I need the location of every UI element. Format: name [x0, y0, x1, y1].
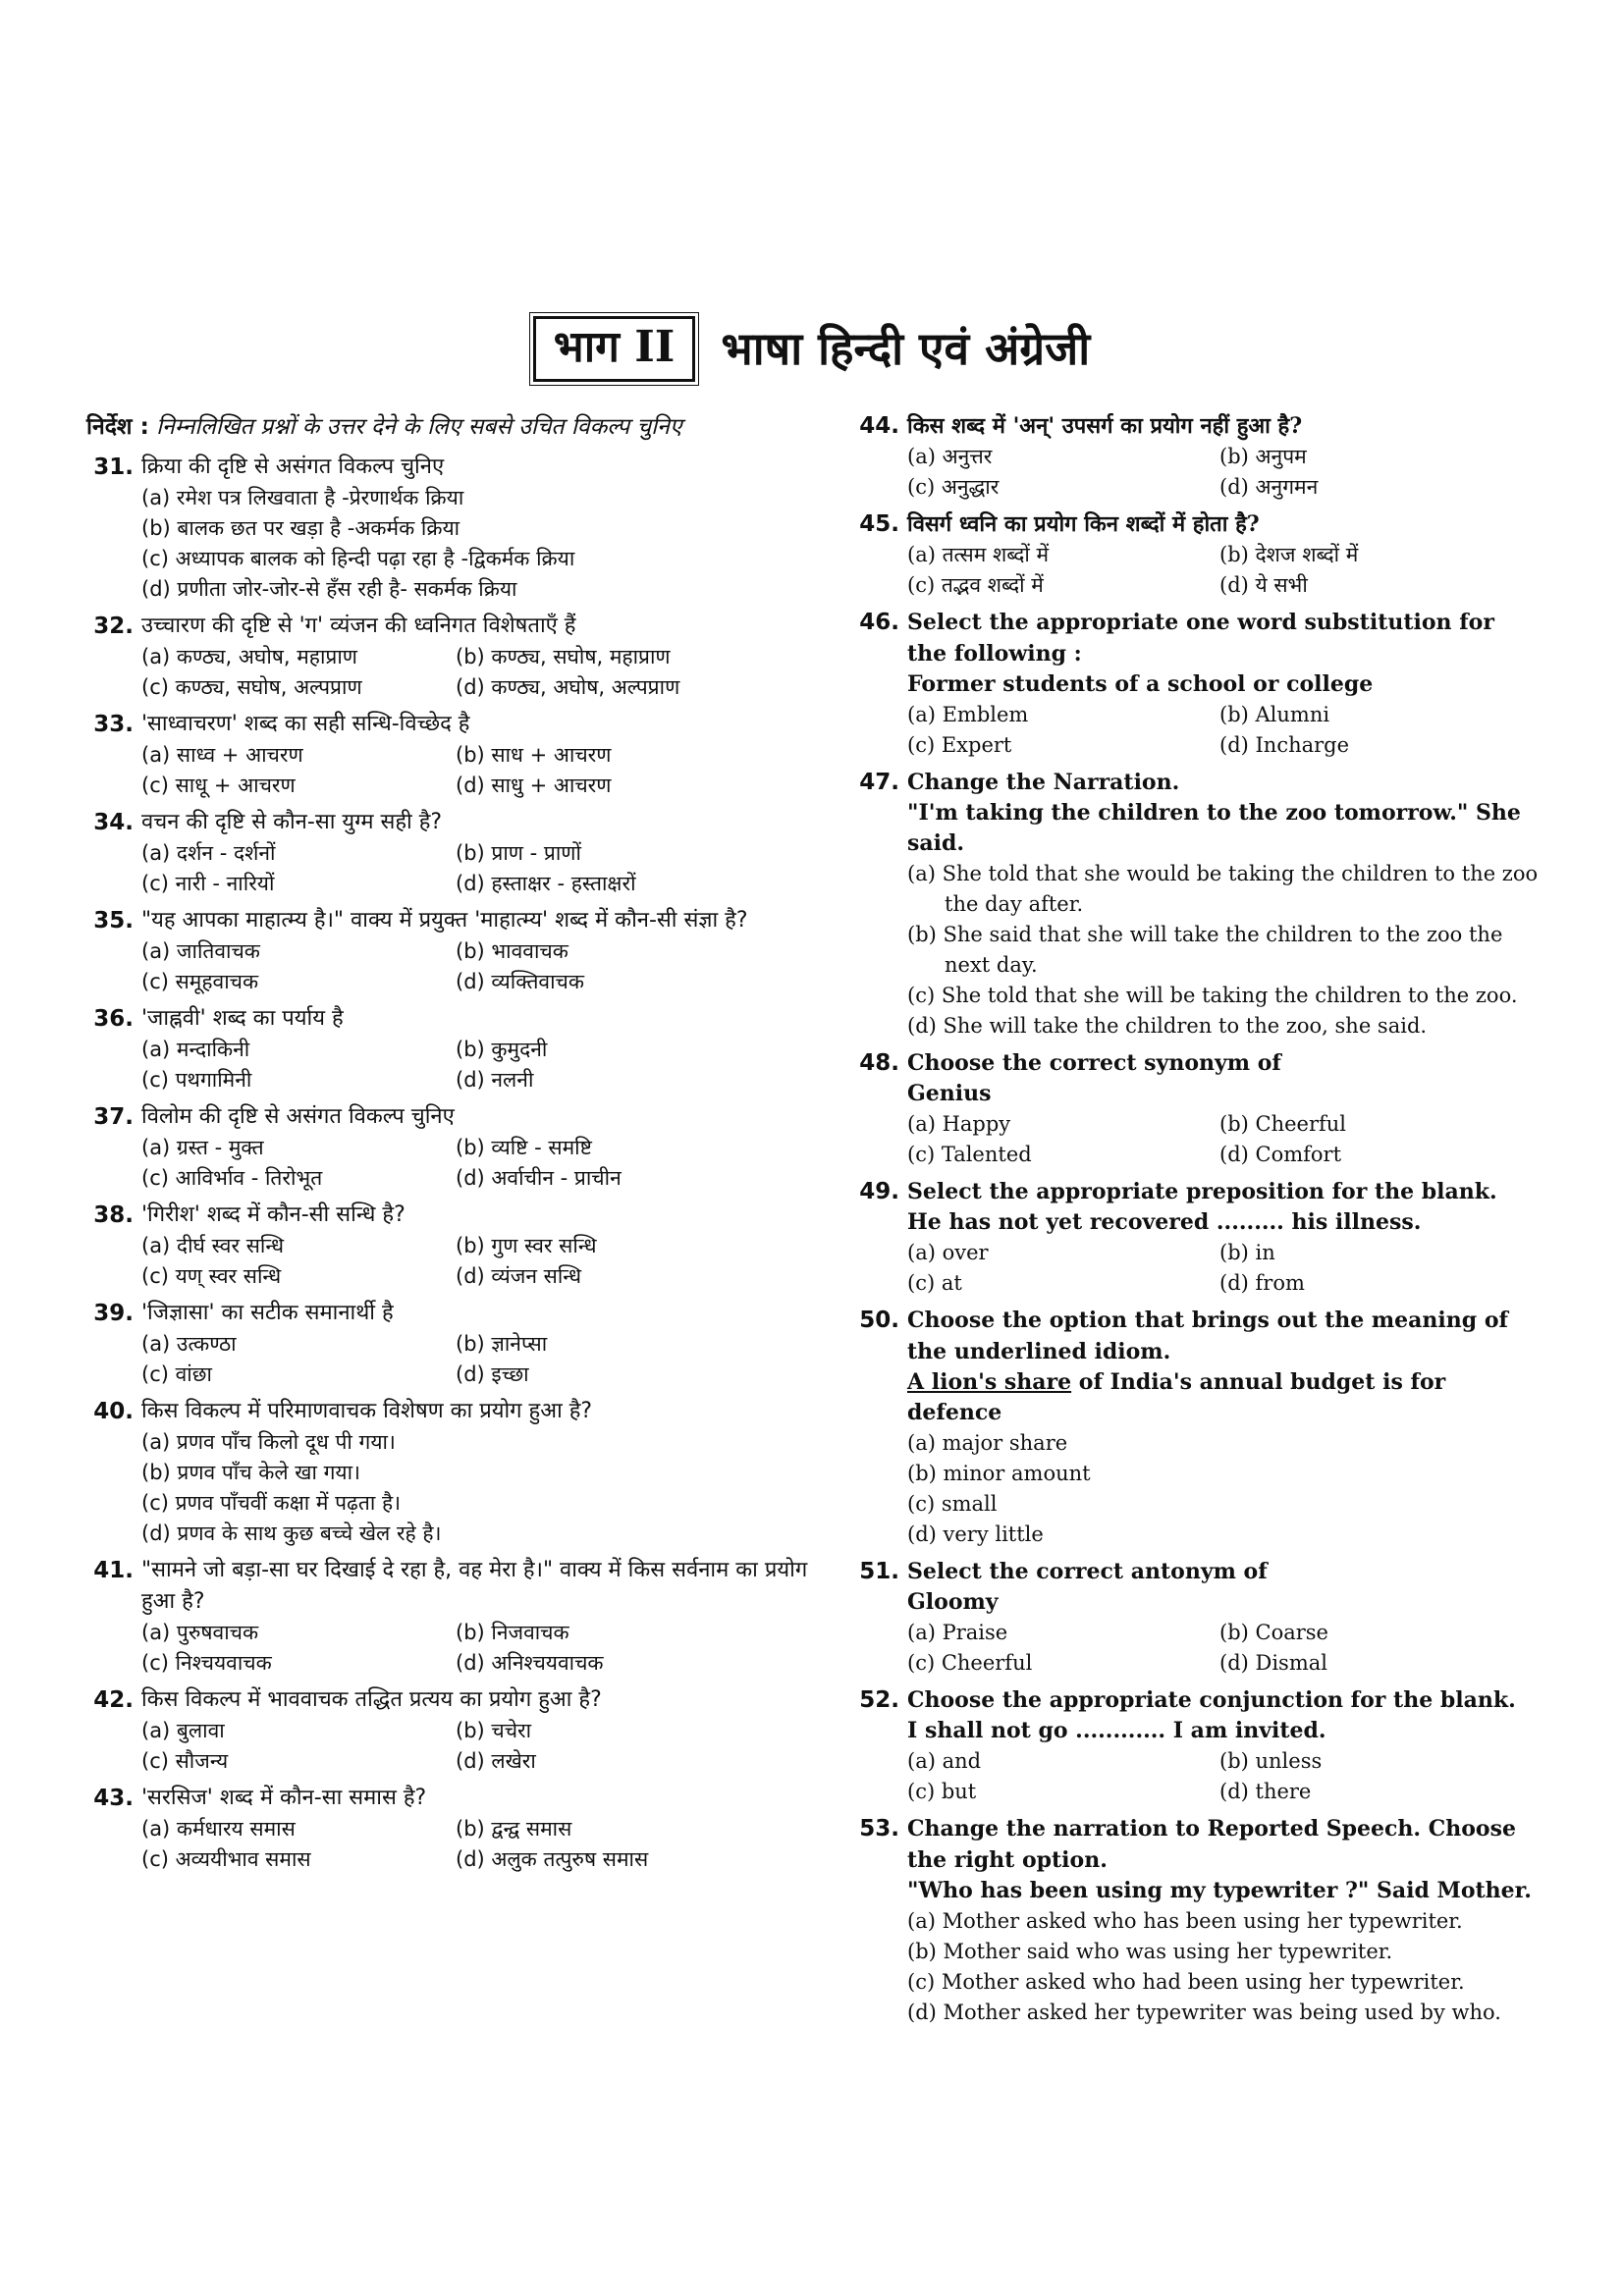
question-item [86, 807, 813, 899]
question-text: विसर्ग ध्वनि का प्रयोग किन शब्दों में होता है? [907, 511, 1260, 537]
option: (b) भाववाचक [456, 939, 568, 963]
option: (d) प्रणीता जोर-जोर-से हँस रही है- सकर्मक क्रिया [141, 577, 517, 601]
option: (b) प्रणव पाँच केले खा गया। [141, 1461, 360, 1484]
question-line [86, 1684, 813, 1716]
option: (a) बुलावा [141, 1719, 225, 1742]
question-line [86, 1101, 813, 1133]
option: (c) अव्ययीभाव समास [141, 1847, 311, 1871]
question-number: 34. [93, 810, 134, 835]
instruction-text: निम्नलिखित प्रश्नों के उत्तर देने के लिए सबसे उचित विकल्प चुनिए [156, 414, 682, 440]
question-number: 31. [93, 454, 134, 480]
question-item [86, 611, 813, 703]
option: (c) यण् स्वर सन्धि [141, 1264, 282, 1288]
question-item [86, 1101, 813, 1194]
option: (a) रमेश पत्र लिखवाता है -प्रेरणार्थक क्रिया [141, 486, 464, 509]
option: (b) She said that she will take the children to the zoo the next day. [907, 923, 1503, 977]
option: (c) अध्यापक बालक को हिन्दी पढ़ा रहा है -द्विकर्मक क्रिया [141, 547, 575, 570]
option: (b) गुण स्वर सन्धि [456, 1234, 597, 1257]
question-text: 'गिरीश' शब्द में कौन-सी सन्धि है? [141, 1202, 406, 1227]
option: (b) अनुपम [1219, 445, 1307, 468]
option: (d) there [1219, 1780, 1312, 1803]
option: (c) small [907, 1492, 998, 1516]
option: (d) साधु + आचरण [456, 774, 612, 797]
option: (c) साधू + आचरण [141, 774, 296, 797]
option: (b) Alumni [1219, 703, 1330, 726]
option: (c) Talented [907, 1143, 1032, 1166]
question-text: Change the Narration. [907, 770, 1180, 795]
question-item [852, 1047, 1540, 1170]
question-text: Change the narration to Reported Speech. Choose the right option. [907, 1816, 1516, 1873]
question-list-right [852, 410, 1540, 2028]
question-text: किस विकल्प में भाववाचक तद्धित प्रत्यय का प्रयोग हुआ है? [141, 1687, 602, 1712]
option-list [141, 642, 813, 703]
option: (c) अनुद्धार [907, 475, 1000, 499]
option: (a) ग्रस्त - मुक्त [141, 1136, 264, 1159]
option-list [907, 442, 1540, 503]
question-number: 49. [859, 1179, 899, 1204]
option: (a) अनुत्तर [907, 445, 993, 468]
option-list [141, 740, 813, 801]
option: (b) प्राण - प्राणों [456, 841, 581, 865]
question-item [852, 410, 1540, 503]
option: (a) पुरुषवाचक [141, 1621, 259, 1644]
question-item [86, 1200, 813, 1292]
right-column [852, 410, 1540, 2034]
option: (d) व्यंजन सन्धि [456, 1264, 582, 1288]
option-list [907, 1906, 1540, 2028]
option-list [141, 483, 813, 605]
question-item [86, 452, 813, 605]
option: (d) कण्ठ्य, अघोष, अल्पप्राण [456, 675, 680, 699]
question-item [86, 1298, 813, 1390]
option-list [141, 1133, 813, 1194]
option: (c) वांछा [141, 1362, 212, 1386]
instruction [86, 410, 813, 444]
option: (a) साध्व + आचरण [141, 743, 303, 767]
option: (d) अनुगमन [1219, 475, 1319, 499]
option: (a) over [907, 1241, 989, 1264]
option: (a) मन्दाकिनी [141, 1038, 250, 1061]
option: (b) चचेरा [456, 1719, 532, 1742]
left-column [86, 410, 813, 1881]
question-number: 51. [859, 1559, 899, 1584]
question-text: 'साध्वाचरण' शब्द का सही सन्धि-विच्छेद है [141, 712, 470, 736]
question-number: 41. [93, 1558, 134, 1583]
option: (a) दीर्घ स्वर सन्धि [141, 1234, 285, 1257]
option-list [141, 1427, 813, 1549]
question-number: 53. [859, 1816, 899, 1842]
option: (c) प्रणव पाँचवीं कक्षा में पढ़ता है। [141, 1491, 402, 1515]
question-prompt: "Who has been using my typewriter ?" Said Mother. [907, 1878, 1532, 1903]
part-label: भाग II [533, 316, 696, 382]
question-number: 44. [859, 413, 899, 439]
question-line [852, 1176, 1540, 1207]
question-number: 42. [93, 1687, 134, 1713]
option: (a) Praise [907, 1621, 1008, 1644]
option-list [141, 838, 813, 899]
option-list [907, 859, 1540, 1041]
question-number: 46. [859, 610, 899, 635]
question-number: 48. [859, 1050, 899, 1076]
question-text: "सामने जो बड़ा-सा घर दिखाई दे रहा है, वह मेरा है।" वाक्य में किस सर्वनाम का प्रयोग हुआ है? [141, 1558, 808, 1614]
option: (b) साध + आचरण [456, 743, 612, 767]
option-list [907, 540, 1540, 601]
option: (d) नलनी [456, 1068, 534, 1092]
question-item [86, 1555, 813, 1679]
option: (b) unless [1219, 1749, 1323, 1773]
option: (b) Mother said who was using her typewriter. [907, 1940, 1393, 1963]
option: (d) व्यक्तिवाचक [456, 970, 584, 993]
question-item [86, 905, 813, 997]
question-number: 52. [859, 1687, 899, 1713]
option: (d) Incharge [1219, 733, 1350, 757]
option: (b) in [1219, 1241, 1275, 1264]
question-number: 50. [859, 1308, 899, 1333]
option: (d) ये सभी [1219, 573, 1308, 597]
option: (c) निश्चयवाचक [141, 1651, 272, 1675]
option: (a) Emblem [907, 703, 1029, 726]
question-item [86, 1783, 813, 1875]
option-list [141, 1035, 813, 1095]
question-line [852, 607, 1540, 669]
option: (a) Mother asked who has been using her typewriter. [907, 1909, 1463, 1933]
option: (d) Dismal [1219, 1651, 1327, 1675]
question-number: 36. [93, 1006, 134, 1032]
option: (c) Cheerful [907, 1651, 1033, 1675]
option: (d) प्रणव के साथ कुछ बच्चे खेल रहे है। [141, 1522, 442, 1545]
option: (d) She will take the children to the zoo, she said. [907, 1014, 1428, 1038]
option: (b) निजवाचक [456, 1621, 569, 1644]
option: (a) कण्ठ्य, अघोष, महाप्राण [141, 645, 357, 668]
question-prompt [907, 1367, 1540, 1428]
question-line [852, 508, 1540, 540]
section-title: भाषा हिन्दी एवं अंग्रेजी [721, 321, 1091, 375]
option: (d) Mother asked her typewriter was being used by who. [907, 2001, 1501, 2024]
option: (d) इच्छा [456, 1362, 529, 1386]
option-list [141, 1231, 813, 1292]
question-text: किस शब्द में 'अन्' उपसर्ग का प्रयोग नहीं हुआ है? [907, 413, 1303, 439]
option: (d) अर्वाचीन - प्राचीन [456, 1166, 622, 1190]
option: (a) दर्शन - दर्शनों [141, 841, 276, 865]
option: (a) कर्मधारय समास [141, 1817, 296, 1841]
question-prompt: Genius [907, 1081, 992, 1106]
question-text: "यह आपका माहात्म्य है।" वाक्य में प्रयुक्त 'माहात्म्य' शब्द में कौन-सी संज्ञा है? [141, 908, 748, 933]
question-text: क्रिया की दृष्टि से असंगत विकल्प चुनिए [141, 454, 445, 479]
page-header [0, 316, 1623, 382]
question-line [852, 1305, 1540, 1367]
question-line [86, 452, 813, 483]
option-list [141, 1618, 813, 1679]
option: (b) Coarse [1219, 1621, 1328, 1644]
question-item [86, 1684, 813, 1777]
option: (d) very little [907, 1522, 1044, 1546]
question-item [852, 1684, 1540, 1807]
question-item [852, 767, 1540, 1041]
question-number: 35. [93, 908, 134, 934]
question-item [852, 607, 1540, 761]
question-number: 37. [93, 1104, 134, 1130]
question-prompt: Gloomy [907, 1589, 999, 1615]
option: (a) Happy [907, 1112, 1011, 1136]
question-line [852, 1047, 1540, 1079]
option-list [141, 1814, 813, 1875]
prompt-rest: of India's annual budget is for defence [907, 1369, 1446, 1425]
question-item [852, 1813, 1540, 2028]
question-number: 43. [93, 1786, 134, 1811]
option: (c) कण्ठ्य, सघोष, अल्पप्राण [141, 675, 362, 699]
option: (b) देशज शब्दों में [1219, 543, 1359, 566]
option: (c) आविर्भाव - तिरोभूत [141, 1166, 323, 1190]
question-item [852, 1305, 1540, 1550]
question-line [86, 1200, 813, 1231]
question-item [852, 1556, 1540, 1679]
question-number: 39. [93, 1301, 134, 1326]
question-text: विलोम की दृष्टि से असंगत विकल्प चुनिए [141, 1104, 455, 1129]
question-text: Choose the correct synonym of [907, 1050, 1281, 1076]
option: (d) Comfort [1219, 1143, 1342, 1166]
question-line [852, 1684, 1540, 1716]
option: (c) at [907, 1271, 962, 1295]
question-line [852, 410, 1540, 442]
option: (a) and [907, 1749, 982, 1773]
question-number: 40. [93, 1399, 134, 1424]
option: (c) तद्भव शब्दों में [907, 573, 1044, 597]
option: (d) लखेरा [456, 1749, 536, 1773]
option: (a) She told that she would be taking the children to the zoo the day after. [907, 862, 1539, 916]
question-text: Select the appropriate preposition for the blank. [907, 1179, 1497, 1204]
question-line [86, 1783, 813, 1814]
question-number: 47. [859, 770, 899, 795]
option: (a) उत्कण्ठा [141, 1332, 237, 1356]
option-list [141, 936, 813, 997]
question-line [852, 1556, 1540, 1587]
option: (d) अनिश्चयवाचक [456, 1651, 604, 1675]
question-item [86, 709, 813, 801]
question-prompt: Former students of a school or college [907, 671, 1374, 697]
question-item [86, 1003, 813, 1095]
question-prompt: "I'm taking the children to the zoo tomorrow." She said. [907, 800, 1521, 856]
option: (a) major share [907, 1431, 1068, 1455]
underlined-idiom: A lion's share [907, 1369, 1072, 1395]
option: (b) ज्ञानेप्सा [456, 1332, 548, 1356]
option: (b) minor amount [907, 1462, 1091, 1485]
option: (a) प्रणव पाँच किलो दूध पी गया। [141, 1430, 396, 1454]
question-text: Choose the appropriate conjunction for the blank. [907, 1687, 1516, 1713]
question-line [86, 1555, 813, 1618]
option: (c) सौजन्य [141, 1749, 229, 1773]
question-prompt: I shall not go ............ I am invited. [907, 1718, 1326, 1743]
option-list [141, 1329, 813, 1390]
instruction-lead: निर्देश : [86, 414, 149, 440]
question-list-left [86, 452, 813, 1875]
question-line [86, 709, 813, 740]
option: (b) बालक छत पर खड़ा है -अकर्मक क्रिया [141, 516, 460, 540]
question-line [852, 1813, 1540, 1876]
option: (c) नारी - नारियों [141, 872, 275, 895]
option: (c) Expert [907, 733, 1012, 757]
question-text: Choose the option that brings out the meaning of the underlined idiom. [907, 1308, 1508, 1364]
option-list [907, 1428, 1540, 1550]
option: (c) Mother asked who had been using her typewriter. [907, 1970, 1465, 1994]
option: (c) but [907, 1780, 977, 1803]
option: (d) from [1219, 1271, 1305, 1295]
question-line [86, 807, 813, 838]
question-number: 33. [93, 712, 134, 737]
question-item [86, 1396, 813, 1549]
question-line [86, 1298, 813, 1329]
question-line [852, 767, 1540, 798]
option: (a) तत्सम शब्दों में [907, 543, 1050, 566]
question-line [86, 1396, 813, 1427]
question-text: 'सरसिज' शब्द में कौन-सा समास है? [141, 1786, 427, 1810]
question-text: उच्चारण की दृष्टि से 'ग' व्यंजन की ध्वनिगत विशेषताएँ हैं [141, 614, 576, 638]
option: (a) जातिवाचक [141, 939, 260, 963]
option-list [907, 1746, 1540, 1807]
question-line [86, 1003, 813, 1035]
option: (b) द्वन्द्व समास [456, 1817, 572, 1841]
option: (b) कुमुदनी [456, 1038, 548, 1061]
question-number: 38. [93, 1202, 134, 1228]
question-text: Select the correct antonym of [907, 1559, 1268, 1584]
question-prompt: He has not yet recovered ......... his illness. [907, 1209, 1422, 1235]
option: (b) Cheerful [1219, 1112, 1347, 1136]
option: (c) She told that she will be taking the children to the zoo. [907, 984, 1518, 1007]
option: (d) हस्ताक्षर - हस्ताक्षरों [456, 872, 636, 895]
question-line [86, 905, 813, 936]
option: (b) कण्ठ्य, सघोष, महाप्राण [456, 645, 671, 668]
option: (b) व्यष्टि - समष्टि [456, 1136, 592, 1159]
option: (c) पथगामिनी [141, 1068, 252, 1092]
question-line [86, 611, 813, 642]
option: (d) अलुक तत्पुरुष समास [456, 1847, 649, 1871]
question-item [852, 1176, 1540, 1299]
question-text: वचन की दृष्टि से कौन-सा युग्म सही है? [141, 810, 443, 834]
option: (c) समूहवाचक [141, 970, 259, 993]
question-number: 32. [93, 614, 134, 639]
option-list [907, 1238, 1540, 1299]
question-text: Select the appropriate one word substitution for the following : [907, 610, 1494, 667]
question-text: 'जाह्नवी' शब्द का पर्याय है [141, 1006, 344, 1031]
option-list [141, 1716, 813, 1777]
question-number: 45. [859, 511, 899, 537]
option-list [907, 1618, 1540, 1679]
question-text: किस विकल्प में परिमाणवाचक विशेषण का प्रयोग हुआ है? [141, 1399, 593, 1423]
question-text: 'जिज्ञासा' का सटीक समानार्थी है [141, 1301, 394, 1325]
option-list [907, 700, 1540, 761]
option-list [907, 1109, 1540, 1170]
question-item [852, 508, 1540, 601]
